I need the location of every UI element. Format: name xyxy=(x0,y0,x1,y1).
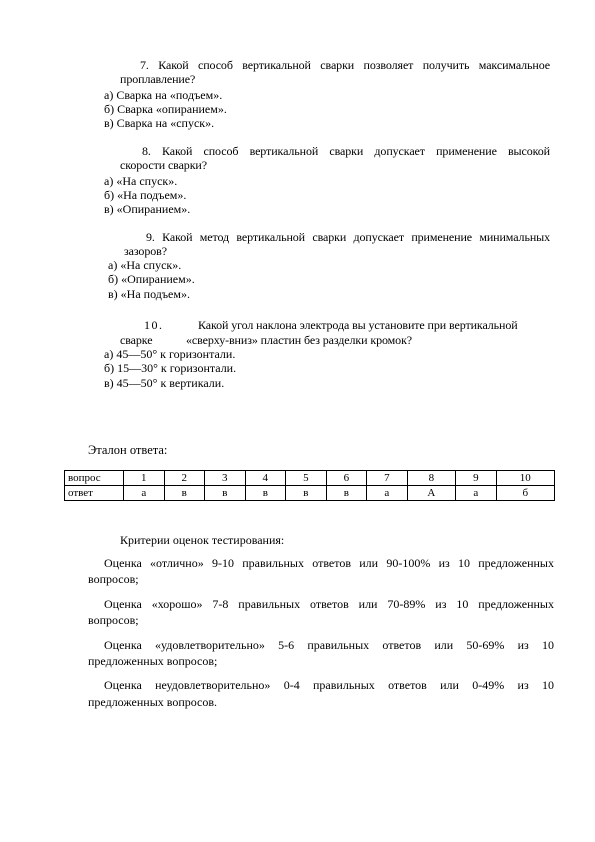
table-cell: в xyxy=(326,486,367,501)
answer-table xyxy=(64,470,555,501)
table-cell: б xyxy=(496,486,554,501)
table-cell: 6 xyxy=(326,471,367,486)
table-cell: в xyxy=(245,486,286,501)
table-cell: 9 xyxy=(456,471,497,486)
answer-table-row-answers xyxy=(65,486,555,501)
question-9-option-c: в) «На подъем». xyxy=(108,287,190,301)
answer-key-title: Эталон ответа: xyxy=(88,443,168,457)
criteria-good-line1: Оценка «хорошо» 7-8 правильных ответов или 70-89% из 10 предложенных xyxy=(104,597,554,611)
criteria-unsatisfactory-line2: предложенных вопросов. xyxy=(88,695,218,709)
table-cell-label: вопрос xyxy=(65,471,124,486)
criteria-excellent-line2: вопросов; xyxy=(88,572,139,586)
table-cell: 2 xyxy=(164,471,205,486)
question-8-option-c: в) «Опиранием». xyxy=(104,202,191,216)
table-cell: А xyxy=(407,486,455,501)
question-10-option-b: б) 15—30° к горизонтали. xyxy=(104,361,237,375)
table-cell: в xyxy=(164,486,205,501)
question-8-option-b: б) «На подъем». xyxy=(104,188,187,202)
question-7-line1: 7. Какой способ вертикальной сварки позволяет получить максимальное xyxy=(140,58,550,72)
criteria-excellent-line1: Оценка «отлично» 9-10 правильных ответов или 90-100% из 10 предложенных xyxy=(104,556,554,570)
answer-table-row-questions xyxy=(65,471,555,486)
table-cell: 1 xyxy=(124,471,165,486)
table-cell-label: ответ xyxy=(65,486,124,501)
table-cell: в xyxy=(286,486,327,501)
table-cell: а xyxy=(124,486,165,501)
table-cell: 7 xyxy=(367,471,408,486)
table-cell: в xyxy=(205,486,246,501)
table-cell: 5 xyxy=(286,471,327,486)
question-10-line1: Какой угол наклона электрода вы установите при вертикальной xyxy=(198,318,518,332)
criteria-satisfactory-line2: предложенных вопросов; xyxy=(88,654,218,668)
question-7-option-a: а) Сварка на «подъем». xyxy=(104,88,223,102)
criteria-satisfactory-line1: Оценка «удовлетворительно» 5-6 правильных ответов или 50-69% из 10 xyxy=(104,638,554,652)
table-cell: 4 xyxy=(245,471,286,486)
question-8-line2: скорости сварки? xyxy=(120,158,207,172)
criteria-title: Критерии оценок тестирования: xyxy=(120,533,285,547)
criteria-unsatisfactory-line1: Оценка неудовлетворительно» 0-4 правильных ответов или 0-49% из 10 xyxy=(104,678,554,692)
question-10-line2-start: сварке xyxy=(120,333,153,347)
question-7-option-c: в) Сварка на «спуск». xyxy=(104,116,215,130)
question-7-line2: проплавление? xyxy=(120,72,196,86)
question-9-option-b: б) «Опиранием». xyxy=(108,272,195,286)
question-7-option-b: б) Сварка «опиранием». xyxy=(104,102,227,116)
question-8-option-a: а) «На спуск». xyxy=(104,174,178,188)
question-8-line1: 8. Какой способ вертикальной сварки допускает применение высокой xyxy=(142,144,550,158)
question-9-line2: зазоров? xyxy=(124,244,167,258)
question-9-line1: 9. Какой метод вертикальной сварки допускает применение минимальных xyxy=(146,230,550,244)
question-10-option-c: в) 45—50° к вертикали. xyxy=(104,376,225,390)
table-cell: 10 xyxy=(496,471,554,486)
criteria-good-line2: вопросов; xyxy=(88,613,139,627)
question-9-option-a: а) «На спуск». xyxy=(108,258,182,272)
question-10-option-a: а) 45—50° к горизонтали. xyxy=(104,347,236,361)
table-cell: а xyxy=(456,486,497,501)
table-cell: а xyxy=(367,486,408,501)
table-cell: 8 xyxy=(407,471,455,486)
question-10-number: 10. xyxy=(144,318,164,332)
question-10-line2-end: «сверху-вниз» пластин без разделки кромок? xyxy=(186,333,413,347)
table-cell: 3 xyxy=(205,471,246,486)
